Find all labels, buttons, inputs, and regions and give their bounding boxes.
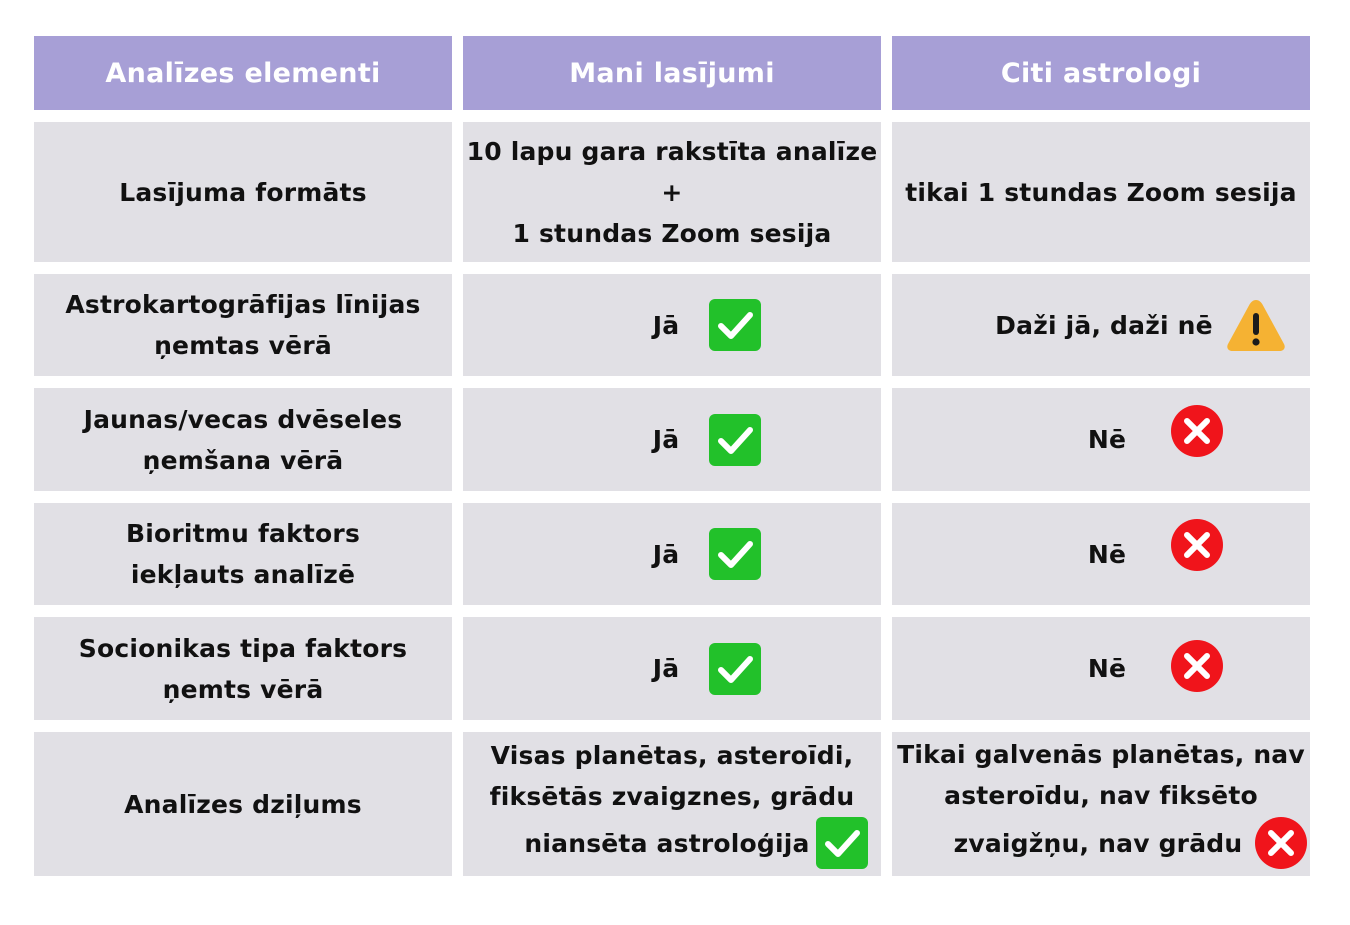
row-6-others-line-1: Tikai galvenās planētas, nav: [897, 740, 1305, 769]
row-3-others: [892, 388, 1310, 491]
row-5-others-answer: Nē: [1087, 654, 1127, 683]
row-5-mine: [463, 617, 881, 720]
row-5-element-line-1: Socionikas tipa faktors: [78, 633, 408, 663]
row-2-element-line-1: Astrokartogrāfijas līnijas: [65, 290, 421, 319]
row-6-mine-line-1: Visas planētas, asteroīdi,: [490, 741, 854, 770]
row-4-mine: [463, 503, 881, 605]
row-6-mine-line-3-wrap: [524, 817, 867, 869]
row-1-mine-line-1: 10 lapu gara rakstīta analīze: [466, 136, 878, 166]
row-6-mine: [463, 732, 881, 876]
row-3-mine: [463, 388, 881, 491]
row-5-element: [34, 617, 452, 720]
x-icon: [1254, 816, 1308, 870]
x-icon: [1170, 518, 1224, 572]
row-1-element: [34, 122, 452, 262]
check-icon: [816, 817, 868, 869]
row-2-mine: [463, 274, 881, 376]
header-other-astrologers: Citi astrologi: [892, 36, 1310, 110]
row-3-element-line-2: ņemšana vērā: [142, 445, 344, 475]
row-1-others: [892, 122, 1310, 262]
x-icon: [1170, 639, 1224, 693]
check-icon: [709, 643, 761, 695]
row-5-element-line-2: ņemts vērā: [162, 674, 324, 704]
row-6-mine-line-3: niansēta astroloģija: [524, 828, 810, 858]
check-icon: [709, 414, 761, 466]
row-4-element: [34, 503, 452, 605]
x-icon: [1170, 404, 1224, 458]
row-5-mine-answer: Jā: [652, 654, 680, 683]
header-analysis-elements: Analīzes elementi: [34, 36, 452, 110]
row-6-element-label: Analīzes dziļums: [124, 789, 362, 819]
row-1-others-label: tikai 1 stundas Zoom sesija: [905, 177, 1297, 207]
row-6-others: [892, 732, 1310, 876]
row-4-others-answer: Nē: [1087, 539, 1127, 569]
row-4-others: [892, 503, 1310, 605]
row-2-element: [34, 274, 452, 376]
row-3-element: [34, 388, 452, 491]
row-3-element-line-1: Jaunas/vecas dvēseles: [83, 404, 403, 434]
row-2-element-line-2: ņemtas vērā: [154, 331, 332, 360]
row-6-element: [34, 732, 452, 876]
row-6-others-line-3-wrap: [954, 816, 1309, 870]
row-1-element-label: Lasījuma formāts: [119, 177, 367, 207]
row-1-mine-line-2: +: [661, 177, 683, 207]
row-1-mine-line-3: 1 stundas Zoom sesija: [512, 218, 832, 248]
row-3-others-answer: Nē: [1087, 425, 1127, 454]
row-2-others: [892, 274, 1310, 376]
row-6-others-line-2: asteroīdu, nav fiksēto: [944, 781, 1258, 810]
check-icon: [709, 528, 761, 580]
row-2-others-answer: Daži jā, daži nē: [995, 310, 1213, 340]
row-6-others-line-3: zvaigžņu, nav grādu: [953, 828, 1243, 858]
warning-icon: [1225, 297, 1287, 353]
row-5-others: [892, 617, 1310, 720]
row-4-element-line-2: iekļauts analīzē: [130, 560, 356, 589]
row-4-mine-answer: Jā: [652, 539, 680, 569]
check-icon: [709, 299, 761, 351]
row-4-element-line-1: Bioritmu faktors: [125, 519, 361, 548]
header-my-readings: Mani lasījumi: [463, 36, 881, 110]
row-1-mine: [463, 122, 881, 262]
row-6-mine-line-2: fiksētās zvaigznes, grādu: [489, 782, 855, 811]
row-2-mine-answer: Jā: [652, 310, 680, 340]
row-3-mine-answer: Jā: [652, 425, 680, 454]
